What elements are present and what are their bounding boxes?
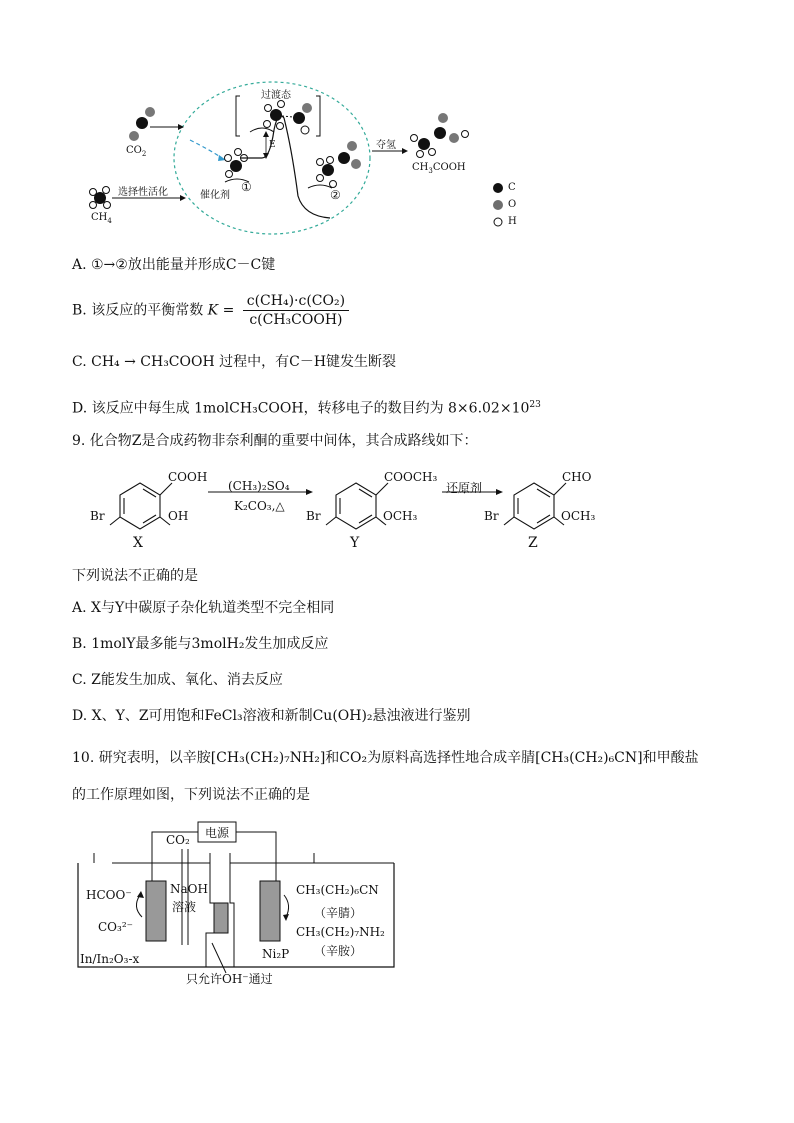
q9-option-d: D. X、Y、Z可用饱和FeCl₃溶液和新制Cu(OH)₂悬浊液进行鉴别 bbox=[72, 708, 471, 724]
fraction-denominator: c(CH₃COOH) bbox=[249, 312, 343, 328]
compound-x-ring bbox=[110, 483, 172, 529]
power-label: 电源 bbox=[205, 826, 230, 840]
reagent1-top: (CH₃)₂SO₄ bbox=[228, 479, 290, 493]
q9-option-c: C. Z能发生加成、氧化、消去反应 bbox=[72, 672, 283, 688]
compound-x-label: X bbox=[133, 535, 143, 551]
carbonate-label: CO₃²⁻ bbox=[98, 920, 133, 934]
fraction-numerator: c(CH₄)·c(CO₂) bbox=[243, 292, 349, 311]
legend-o-icon bbox=[493, 200, 503, 210]
compound-z-label: Z bbox=[528, 535, 538, 551]
ch4-label: $CH_4$ bbox=[91, 212, 112, 225]
dehydrogenation-label: 夺氢 bbox=[376, 140, 396, 151]
legend-c-label: C bbox=[508, 182, 516, 193]
equilibrium-k: K = bbox=[207, 302, 235, 319]
q9-ask: 下列说法不正确的是 bbox=[72, 568, 198, 584]
nitrile-name: （辛腈） bbox=[314, 906, 363, 920]
z-aldehyde: CHO bbox=[562, 470, 592, 484]
amine-formula: CH₃(CH₂)₇NH₂ bbox=[296, 925, 385, 939]
nitrile-formula: CH₃(CH₂)₆CN bbox=[296, 883, 379, 897]
reagent1-bottom: K₂CO₃,△ bbox=[234, 499, 285, 513]
energy-label: E bbox=[269, 140, 276, 150]
legend-c-icon bbox=[493, 183, 503, 193]
electrolysis-drawing bbox=[0, 815, 794, 995]
q8-option-c: C. CH₄ → CH₃COOH 过程中，有C－H键发生断裂 bbox=[72, 354, 397, 370]
membrane-label: 只允许OH⁻通过 bbox=[186, 972, 273, 986]
q8-option-a: A. ①→②放出能量并形成C－C键 bbox=[72, 257, 276, 273]
compound-z-ring bbox=[504, 483, 566, 529]
transition-state-label: 过渡态 bbox=[261, 90, 291, 101]
selective-activation-label: 选择性活化 bbox=[118, 187, 168, 198]
y-methoxy: OCH₃ bbox=[383, 509, 418, 523]
ni-electrode-label: Ni₂P bbox=[262, 947, 290, 961]
co2-inlet-label: CO₂ bbox=[166, 833, 190, 847]
z-methoxy: OCH₃ bbox=[561, 509, 596, 523]
q10-stem-line2: 的工作原理如图，下列说法不正确的是 bbox=[72, 787, 310, 803]
x-carboxyl: COOH bbox=[168, 470, 208, 484]
anion-membrane bbox=[214, 903, 228, 933]
x-hydroxyl: OH bbox=[168, 509, 189, 523]
x-bromo: Br bbox=[90, 509, 105, 523]
q9-stem: 9. 化合物Z是合成药物非奈利酮的重要中间体，其合成路线如下： bbox=[72, 433, 478, 449]
step2-label: ② bbox=[330, 188, 341, 202]
equilibrium-fraction bbox=[243, 292, 349, 329]
product-label: $CH_3COOH$ bbox=[412, 162, 466, 175]
in-electrode-label: In/In₂O₃-x bbox=[80, 952, 140, 966]
mechanism-drawing bbox=[0, 0, 794, 240]
catalyst-label: 催化剂 bbox=[200, 190, 230, 201]
acetic-acid-molecule-icon bbox=[411, 113, 469, 158]
transition-state-icon bbox=[250, 101, 312, 135]
naoh-label: NaOH bbox=[170, 882, 208, 896]
step2-species-icon bbox=[308, 141, 361, 188]
q10-stem-line1: 10. 研究表明，以辛胺[CH₃(CH₂)₇NH₂]和CO₂为原料高选择性地合成辛腈[CH₃(CH₂)₆CN]和甲酸盐 bbox=[72, 750, 699, 766]
step1-label: ① bbox=[241, 180, 252, 194]
legend-h-icon bbox=[494, 218, 502, 226]
q8-option-b: B. 该反应的平衡常数 K = $\frac{\text{c(CH₄)·c(CO₂)}}{\text{c(CH₃COOH)}}$ bbox=[72, 292, 349, 329]
z-bromo: Br bbox=[484, 509, 499, 523]
reagent2-top: 还原剂 bbox=[446, 481, 483, 495]
energy-curve bbox=[240, 116, 330, 218]
compound-y-ring bbox=[326, 483, 388, 529]
legend-h-label: H bbox=[508, 216, 517, 227]
co2-label: $CO_2$ bbox=[126, 145, 147, 158]
cathode-electrode bbox=[146, 881, 166, 941]
legend-o-label: O bbox=[508, 199, 517, 210]
q9-option-a: A. X与Y中碳原子杂化轨道类型不完全相同 bbox=[72, 600, 335, 616]
amine-name: （辛胺） bbox=[314, 944, 363, 958]
y-ester: COOCH₃ bbox=[384, 470, 438, 484]
adsorb-arrow bbox=[190, 140, 222, 158]
ch4-molecule-icon bbox=[90, 187, 111, 209]
adsorbed-species-icon bbox=[225, 149, 250, 183]
solution-label: 溶液 bbox=[172, 900, 197, 914]
anode-electrode bbox=[260, 881, 280, 941]
q8-option-d: D. 该反应中每生成 1molCH₃COOH，转移电子的数目约为 $8\times 6.02\times 10^{23}$ bbox=[72, 400, 541, 417]
formate-label: HCOO⁻ bbox=[86, 888, 132, 902]
q9-option-b: B. 1molY最多能与3molH₂发生加成反应 bbox=[72, 636, 329, 652]
compound-y-label: Y bbox=[350, 535, 360, 551]
y-bromo: Br bbox=[306, 509, 321, 523]
co2-molecule-icon bbox=[129, 107, 155, 141]
